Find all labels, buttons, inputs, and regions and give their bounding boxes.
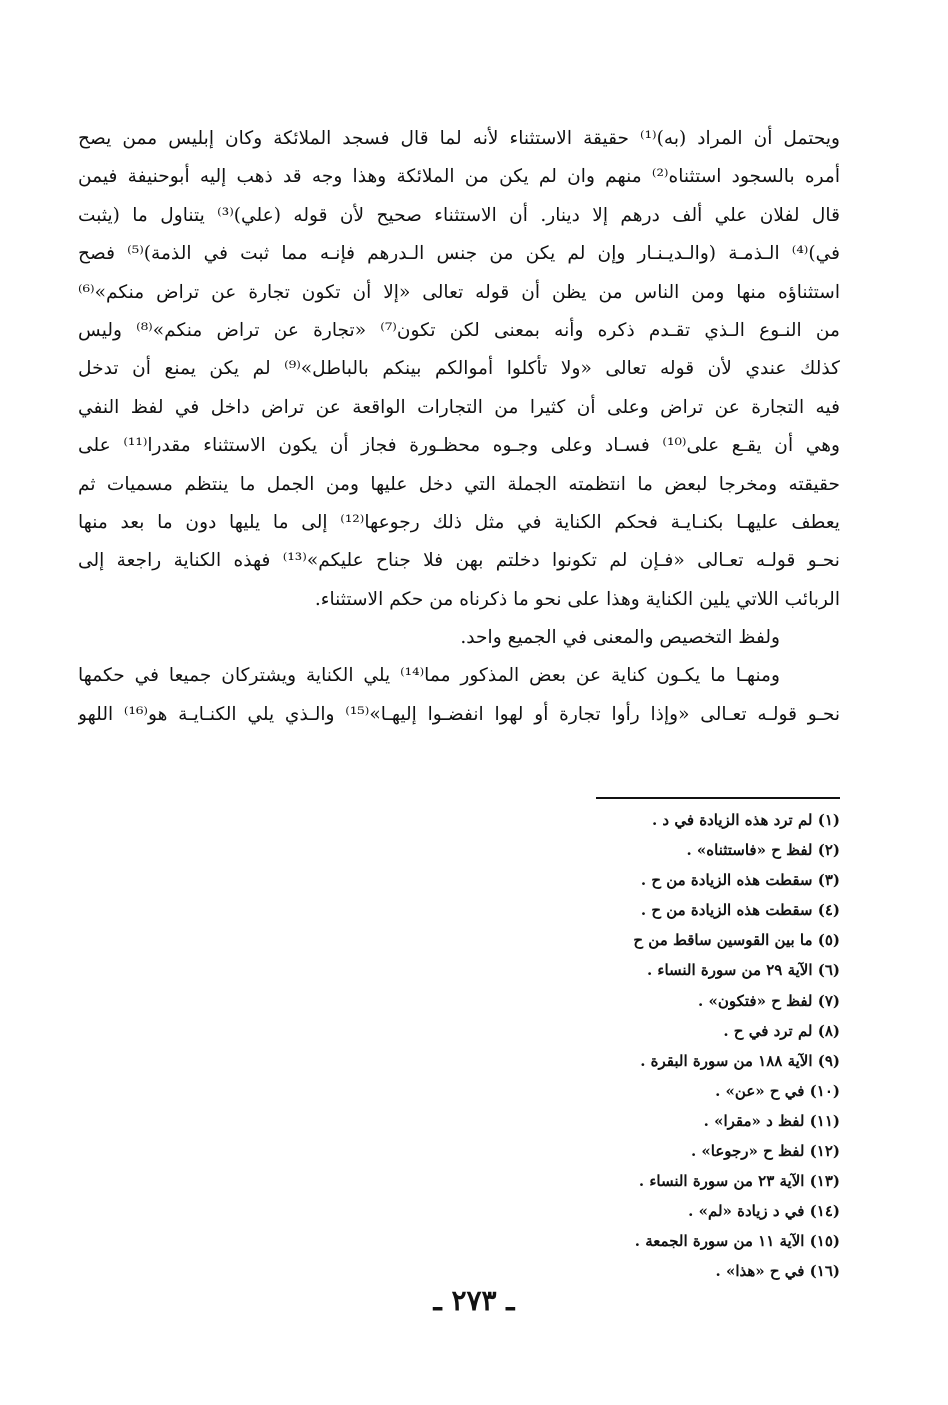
footnote: (١) لم ترد هذه الزيادة في د . [651, 811, 840, 829]
body-line: فيه التجارة عن تراض وعلى أن كثيرا من التجارات الواقعة عن تراض داخل في لفظ النفي [78, 396, 840, 418]
footnote: (١٦) في ح «هذا» . [715, 1262, 840, 1281]
footnote: (٣) سقطت هذه الزيادة من ح . [640, 871, 840, 890]
body-text [78, 120, 840, 734]
body-line: كذلك عندي لأن قوله تعالى «ولا تأكلوا أموالكم بينكم بالباطل»⁽⁹⁾ لم يكن يمنع أن تدخل [78, 358, 840, 380]
footnote: (١٠) في ح «عن» . [715, 1081, 840, 1100]
footnote: (١٤) في د زيادة «لم» . [688, 1202, 840, 1221]
footnote: (٦) الآية ٢٩ من سورة النساء . [646, 961, 840, 980]
body-line: وهي أن يقـع على⁽¹⁰⁾ فسـاد وعلى وجـوه محظـورة فجاز أن يكون الاستثناء مقدرا⁽¹¹⁾ على [78, 435, 840, 457]
body-line: في)⁽⁴⁾ الـذمـة (والـديـنـار وإن لم يكن من جنس الـدرهم فإنـه مما ثبت في الذمة)⁽⁵⁾ فصح [78, 243, 840, 265]
footnote: (٥) ما بين القوسين ساقط من ح [633, 931, 840, 950]
body-line: استثناؤه منها ومن الناس من يظن أن قوله تعالى «إلا أن تكون تجارة عن تراض منكم»⁽⁶⁾ [78, 281, 840, 303]
body-line: نحـو قولـه تعـالى «فـإن لم تكونوا دخلتم بهن فلا جناح عليكم»⁽¹³⁾ فهذه الكناية راجعة إلى [78, 550, 840, 572]
body-line: حقيقته ومخرجا لبعض ما انتظمته الجملة التي دخل عليها ومن الجمل ما ينتظم مسميات ثم [78, 473, 840, 495]
footnote: (١١) لفظ د «مقرا» . [703, 1111, 840, 1130]
body-line: نحـو قولـه تعـالى «وإذا رأوا تجارة أو لهوا انفضـوا إليهـا»⁽¹⁵⁾ والـذي يلي الكنـايـة هو⁽¹⁶⁾ اللهو [78, 703, 840, 725]
footnote-separator [596, 797, 840, 799]
body-line: يعطف عليهـا بكنـايـة فحكم الكناية في مثل ذلك رجوعها⁽¹²⁾ إلى ما يليها دون ما بعد منها [78, 511, 840, 533]
body-line: ولفظ التخصيص والمعنى في الجميع واحد. [460, 627, 780, 649]
footnote: (٧) لفظ ح «فتكون» . [698, 991, 840, 1010]
body-line: ويحتمل أن المراد (به)⁽¹⁾ حقيقة الاستثناء لأنه لما قال فسجد الملائكة وكان إبليس ممن يصح [78, 128, 840, 149]
footnote: (٨) لم ترد في ح . [723, 1021, 840, 1040]
body-line: الربائب اللاتي يلين الكناية وهذا على نحو ما ذكرناه من حكم الاستثناء. [314, 588, 840, 610]
footnote: (١٢) لفظ ح «رجوعا» . [690, 1142, 840, 1161]
footnotes [440, 805, 840, 1287]
footnote: (٤) سقطت هذه الزيادة من ح . [640, 901, 840, 920]
body-line: أمره بالسجود استثناه⁽²⁾ منهم وان لم يكن من الملائكة وهذا وجه قد ذهب إليه أبوحنيفة فيمن [78, 166, 840, 188]
footnote: (١٥) الآية ١١ من سورة الجمعة . [634, 1232, 840, 1251]
body-line: ومنهـا ما يكـون كناية عن بعض المذكور مما⁽¹⁴⁾ يلي الكناية ويشتركان جميعا في حكمها [78, 665, 780, 687]
footnote: (٢) لفظ ح «فاستثناه» . [686, 841, 840, 860]
footnote: (٩) الآية ١٨٨ من سورة البقرة . [640, 1051, 840, 1070]
body-line: قال لفلان علي ألف درهم إلا دينار. أن الاستثناء صحيح لأن قوله (علي)⁽³⁾ يتناول ما (يثبت [78, 204, 840, 226]
body-line: من النـوع الـذي تقـدم ذكره وأنه بمعنى لكن تكون⁽⁷⁾ «تجارة عن تراض منكم»⁽⁸⁾ وليس [78, 319, 840, 341]
footnote: (١٣) الآية ٢٣ من سورة النساء . [638, 1172, 840, 1191]
page-number: ـ ٢٧٣ ـ [433, 1284, 515, 1317]
